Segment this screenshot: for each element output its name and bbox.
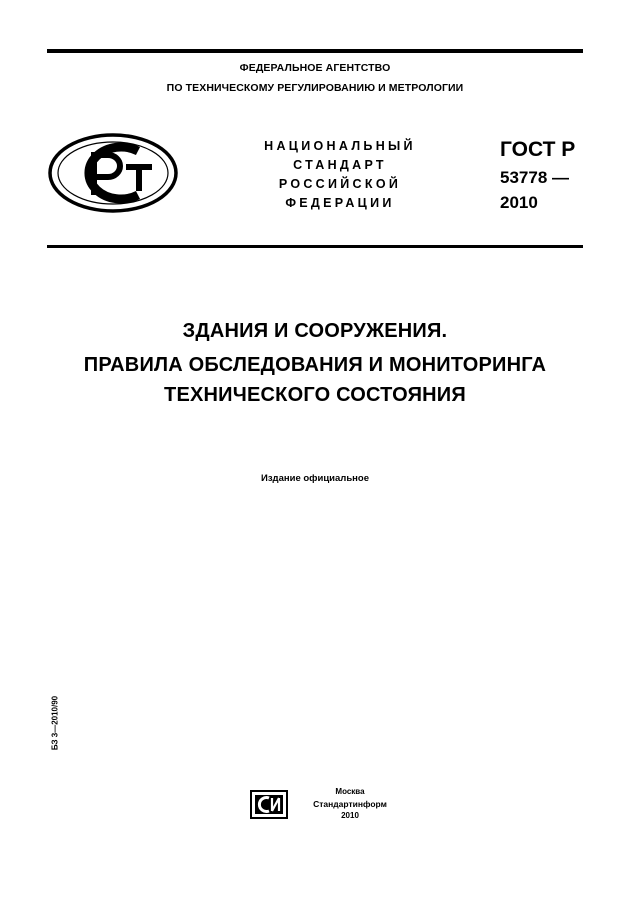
standartinform-logo-icon xyxy=(250,788,288,820)
agency-line-2: ПО ТЕХНИЧЕСКОМУ РЕГУЛИРОВАНИЮ И МЕТРОЛОГИИ xyxy=(166,82,464,94)
rst-certification-mark-icon xyxy=(48,133,178,213)
gost-designation-title: ГОСТ Р xyxy=(500,138,576,161)
agency-line-1: ФЕДЕРАЛЬНОЕ АГЕНТСТВО xyxy=(239,62,391,74)
publisher-name: Стандартинформ xyxy=(313,799,387,809)
standard-type-line-1: НАЦИОНАЛЬНЫЙ xyxy=(264,139,416,153)
middle-rule xyxy=(47,245,583,248)
side-code: БЗ 3—2010/90 xyxy=(50,695,60,751)
document-title-line-1: ЗДАНИЯ И СООРУЖЕНИЯ. xyxy=(182,320,448,342)
standard-type-line-3: РОССИЙСКОЙ xyxy=(278,177,402,191)
standard-type-line-4: ФЕДЕРАЦИИ xyxy=(285,196,395,210)
document-title-line-3: ТЕХНИЧЕСКОГО СОСТОЯНИЯ xyxy=(164,384,466,406)
gost-designation-number: 53778 — xyxy=(500,168,569,187)
publisher-city: Москва xyxy=(335,787,365,796)
top-rule xyxy=(47,49,583,53)
gost-designation-year: 2010 xyxy=(500,193,538,212)
document-title-line-2: ПРАВИЛА ОБСЛЕДОВАНИЯ И МОНИТОРИНГА xyxy=(83,354,547,376)
standard-type-line-2: СТАНДАРТ xyxy=(293,158,387,172)
edition-label: Издание официальное xyxy=(261,473,369,484)
publisher-year: 2010 xyxy=(341,811,359,820)
